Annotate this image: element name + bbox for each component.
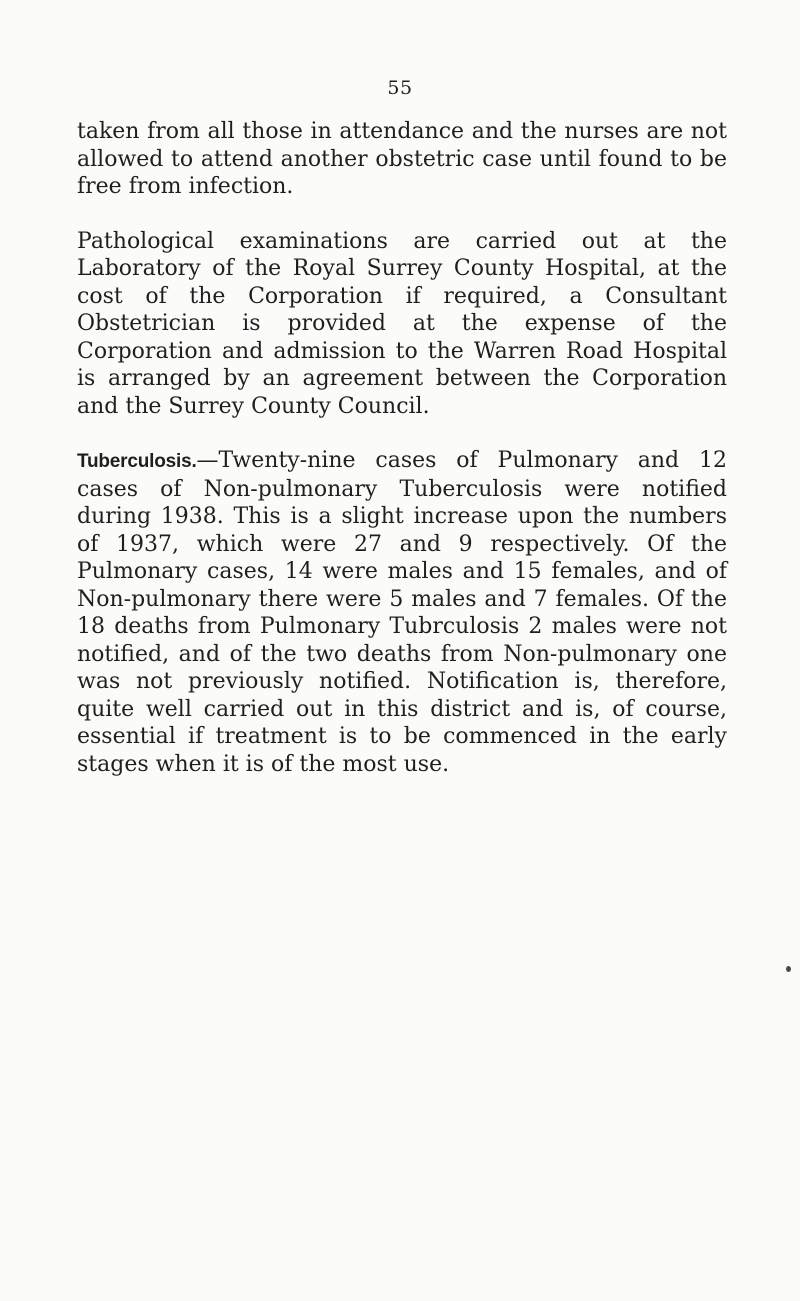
tuberculosis-heading: Tuberculosis. bbox=[77, 451, 197, 472]
paragraph-nurses-infection: taken from all those in attendance and the nurses are not allowed to attend another obstetric case until found to be free from infection. bbox=[77, 119, 727, 199]
ink-speck bbox=[786, 966, 791, 972]
page-number: 55 bbox=[387, 77, 413, 99]
paragraph-pathological-examinations: Pathological examinations are carried out at the Laboratory of the Royal Surrey County Hospital, at the cost of the Corporation if required, a Consultant Obstetrician is provided at the expense of the Corporation and admission to the Warren Road Hospital is arranged by an agreement between the Corporation and the Surrey County Council. bbox=[77, 228, 727, 419]
tuberculosis-text: —Twenty-nine cases of Pulmonary and 12 cases of Non-pulmonary Tuberculosis were notified during 1938. This is a slight increase upon the numbers of 1937, which were 27 and 9 respectively. Of the Pulmonary cases, 14 were males and 15 females, and of Non-pulmonary there were 5 males and 7 females. Of the 18 deaths from Pulmonary Tubrculosis 2 males were not notified, and of the two deaths from Non-pulmonary one was not previously notified. Notification is, therefore, quite well carried out in this district and is, of course, essential if treatment is to be commenced in the early stages when it is of the most use. bbox=[77, 448, 727, 777]
document-body bbox=[77, 118, 727, 778]
paragraph-tuberculosis bbox=[77, 447, 727, 778]
